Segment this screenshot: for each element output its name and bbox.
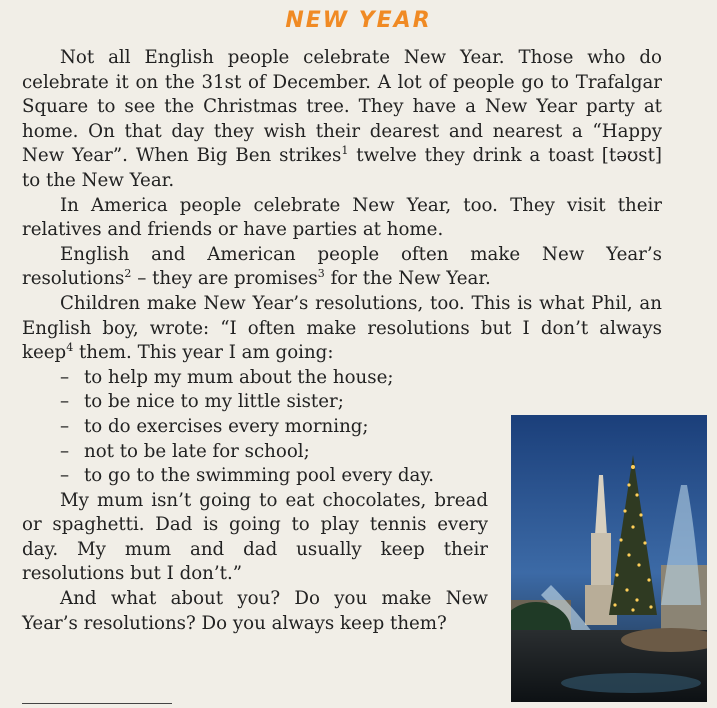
footnote-ref-2: 2 (124, 267, 132, 281)
list-item-text: to help my mum about the house; (84, 366, 394, 388)
paragraph-3-c: for the New Year. (324, 268, 491, 290)
paragraph-6: And what about you? Do you make New Year’s resolutions? Do you always keep them? (22, 588, 488, 634)
paragraph-2: In America people celebrate New Year, too. They visit their relatives and friends or have parties at home. (22, 194, 662, 241)
paragraph-4-b: them. This year I am going: (73, 342, 334, 364)
paragraph-3-a: English and American people often make New Year’s resolutions (22, 243, 662, 290)
list-item (22, 366, 662, 391)
footnote-ref-1: 1 (341, 144, 349, 158)
list-dash: – (60, 465, 70, 487)
footnote-ref-3: 3 (317, 267, 325, 281)
list-item-text: to be nice to my little sister; (84, 391, 344, 413)
paragraph-1-end: twelve they drink a toast [təʊst] to the New Year. (22, 145, 662, 191)
footnote-divider (22, 703, 172, 704)
christmas-tree-photo (511, 415, 707, 702)
paragraph-5: My mum isn’t going to eat chocolates, bread or spaghetti. Dad is going to play tennis every day. My mum and dad usually keep their resolutions but I don’t.” (22, 489, 488, 585)
list-dash: – (60, 391, 70, 413)
paragraph-4 (22, 292, 662, 366)
page-title: NEW YEAR (285, 8, 432, 33)
list-dash: – (60, 415, 70, 437)
list-item (22, 390, 662, 415)
footnote-ref-4: 4 (66, 341, 74, 355)
list-dash: – (60, 366, 70, 388)
paragraph-1 (22, 46, 662, 194)
list-item-text: to do exercises every morning; (84, 415, 369, 437)
paragraph-3-b: – they are promises (131, 268, 318, 290)
list-dash: – (60, 440, 70, 462)
list-item-text: not to be late for school; (84, 440, 310, 462)
list-item-text: to go to the swimming pool every day. (84, 465, 435, 487)
paragraph-1-text: Not all English people celebrate New Year. Those who do celebrate it on the 31st of December. A lot of people go to Trafalgar Square to see the Christmas tree. They have a New Year party at home. On that day they wish their dearest and nearest a “Happy New Year”. When Big Ben strikes (22, 47, 662, 167)
paragraph-3 (22, 243, 662, 292)
paragraph-4-a: Children make New Year’s resolutions, too. This is what Phil, an English boy, wrote: “I often make resolutions but I don’t always keep (22, 292, 662, 364)
